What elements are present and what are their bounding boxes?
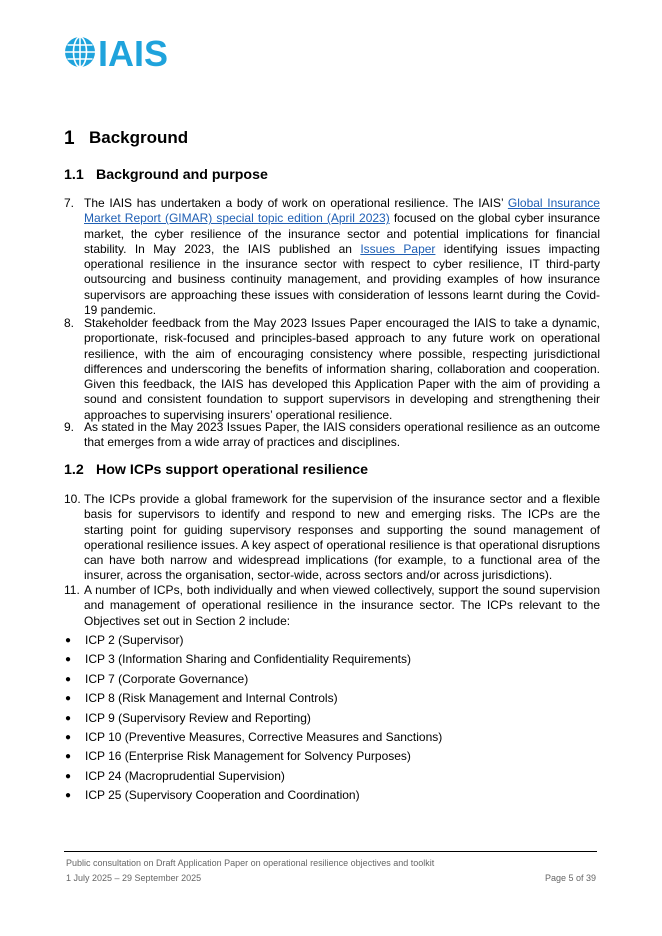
list-item-text: ICP 9 (Supervisory Review and Reporting) [85,710,311,725]
subsection-heading-1-2 [64,462,368,478]
list-item [64,788,442,807]
list-item [64,730,442,749]
paragraph-text: Stakeholder feedback from the May 2023 Issues Paper encouraged the IAIS to take a dynamic, proportionate, risk-focused and principles-based approach to any future work on operational resilience, with the aim of encouraging consistency where possible, respecting jurisdictional differences and underscoring the benefits of information sharing, collaboration and cooperation. Given this feedback, the IAIS has developed this Application Paper with the aim of providing a sound and consistent foundation to support supervisors in developing and strengthening their approaches to supervising insurers’ operational resilience. [84,316,600,422]
page-number: Page 5 of 39 [544,873,596,883]
gimar-report-link[interactable]: Global Insurance Market Report (GIMAR) special topic edition (April 2023) [84,196,600,226]
list-item-text: ICP 16 (Enterprise Risk Management for Solvency Purposes) [85,749,411,764]
list-item [64,769,442,788]
footer-divider [64,851,597,852]
subsection-number: 1.2 [64,462,84,478]
text-segment: focused on the global cyber insurance market, the cyber resilience of the insurance sector and potential implications for financial stability. In May 2023, the IAIS published an [84,211,600,256]
bullet-icon: ● [65,751,72,763]
paragraph-10 [64,492,600,584]
section-heading [64,128,188,150]
subsection-number: 1.1 [64,167,84,183]
paragraph-9 [64,420,600,451]
issues-paper-link[interactable]: Issues Paper [360,241,436,256]
list-item [64,691,442,710]
paragraph-number: 10. [64,492,81,506]
list-item-text: ICP 2 (Supervisor) [85,633,184,647]
text-segment: identifying issues impacting operational resilience in the insurance sector with respect to cyber resilience, IT third-party outsourcing and business continuity management, and providing examples of how insurance supervisors are approaching these issues with consideration of lessons learnt during the Covid-19 pandemic. [84,241,600,318]
bullet-icon: ● [65,654,72,666]
list-item-text: ICP 7 (Corporate Governance) [85,671,249,686]
list-item [64,749,442,768]
iais-logo [64,33,169,74]
paragraph-number: 9. [64,420,75,434]
paragraph-text [84,196,600,318]
footer-dates: 1 July 2025 – 29 September 2025 [66,873,202,883]
paragraph-8 [64,316,600,423]
paragraph-number: 7. [64,196,75,210]
list-item-text: ICP 8 (Risk Management and Internal Controls) [85,691,338,706]
bullet-icon: ● [65,712,72,724]
list-item-text: ICP 24 (Macroprudential Supervision) [85,768,285,783]
globe-icon [64,36,96,73]
paragraph-text: As stated in the May 2023 Issues Paper, the IAIS considers operational resilience as an outcome that emerges from a wide array of practices and disciplines. [84,420,600,450]
paragraph-number: 11. [64,583,80,597]
paragraph-number: 8. [64,316,75,330]
list-item-text: ICP 10 (Preventive Measures, Corrective Measures and Sanctions) [85,729,443,744]
section-number: 1 [64,128,75,149]
subsection-title: How ICPs support operational resilience [96,462,368,478]
list-item [64,711,442,730]
bullet-icon: ● [65,770,72,782]
paragraph-11 [64,583,600,629]
list-item-text: ICP 3 (Information Sharing and Confidentiality Requirements) [85,652,411,667]
footer-title: Public consultation on Draft Application Paper on operational resilience objectives and toolkit [66,858,435,868]
bullet-icon: ● [65,693,72,705]
paragraph-text: The ICPs provide a global framework for the supervision of the insurance sector and a flexible basis for supervisors to identify and respond to new and emerging risks. The ICPs are the starting point for guiding supervisory responses and supporting the sound management of operational resilience issues. A key aspect of operational resilience is that operational disruptions can have both narrow and widespread implications (for example, to a functional area of the insurer, across the organisation, sector-wide, across sectors and/or across jurisdictions). [84,492,600,583]
paragraph-7 [64,196,600,318]
list-item [64,652,442,671]
icp-bullet-list [64,633,442,808]
list-item [64,672,442,691]
section-title: Background [89,128,189,147]
list-item [64,633,442,652]
bullet-icon: ● [65,790,72,802]
bullet-icon: ● [65,673,72,685]
text-segment: The IAIS has undertaken a body of work on operational resilience. The IAIS’ [84,196,508,210]
bullet-icon: ● [65,635,72,646]
subsection-title: Background and purpose [96,167,268,183]
bullet-icon: ● [65,731,72,743]
subsection-heading-1-1 [64,167,268,183]
logo-text: IAIS [98,33,169,74]
list-item-text: ICP 25 (Supervisory Cooperation and Coordination) [85,788,360,803]
paragraph-text: A number of ICPs, both individually and when viewed collectively, support the sound supervision and management of operational resilience in the insurance sector. The ICPs relevant to the Objectives set out in Section 2 include: [84,583,600,628]
